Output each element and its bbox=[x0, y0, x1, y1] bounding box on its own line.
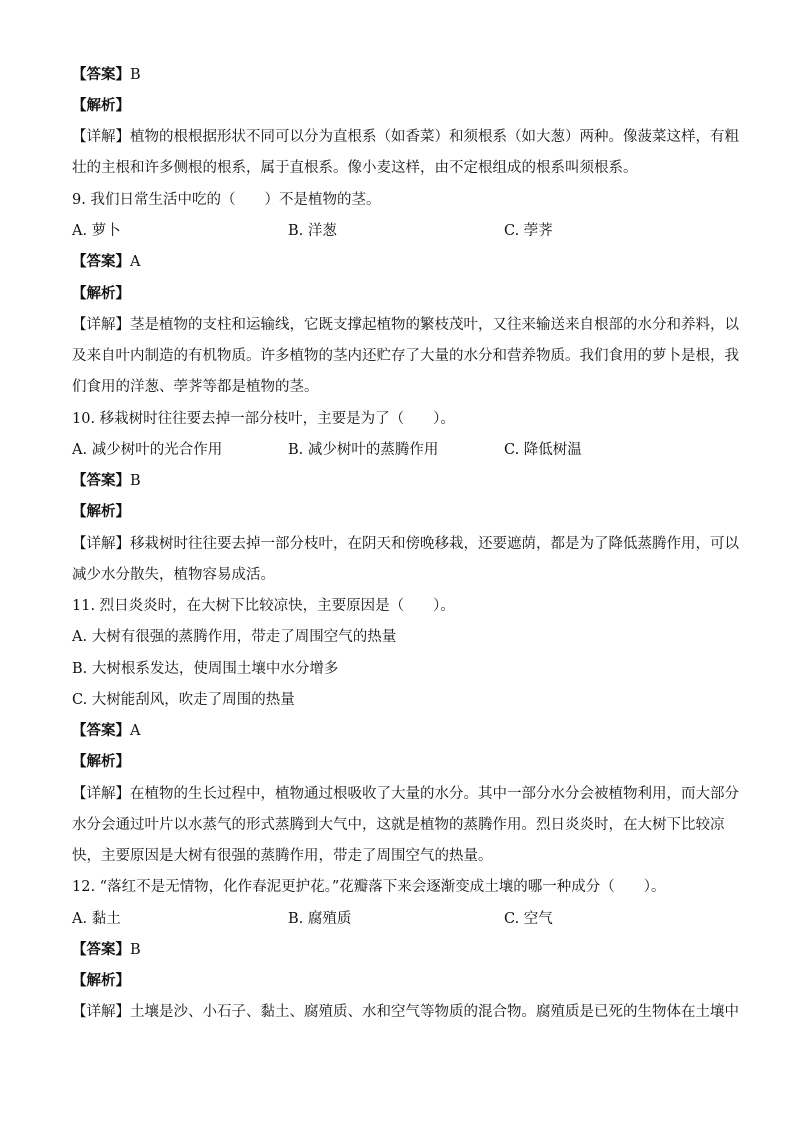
detail-line: 【详解】在植物的生长过程中，植物通过根吸收了大量的水分。其中一部分水分会被植物利用，而大部分 bbox=[72, 786, 739, 802]
option-b: B. 腐殖质 bbox=[288, 911, 352, 927]
analysis-label-11: 【解析】 bbox=[72, 753, 130, 770]
option-c: C. 空气 bbox=[504, 911, 553, 927]
answer-value: B bbox=[130, 942, 141, 958]
answer-value: A bbox=[130, 723, 141, 739]
answer-label: 【答案】 bbox=[72, 66, 130, 83]
analysis-label-9: 【解析】 bbox=[72, 285, 130, 302]
detail-line: 减少水分散失，植物容易成活。 bbox=[72, 567, 275, 583]
question-11: 11. 烈日炎炎时，在大树下比较凉快，主要原因是（ ）。 bbox=[72, 598, 455, 614]
option-c: C. 大树能刮风，吹走了周围的热量 bbox=[72, 692, 295, 708]
answer-line-9 bbox=[72, 253, 732, 271]
option-c: C. 荸荠 bbox=[504, 223, 553, 239]
answer-label: 【答案】 bbox=[72, 941, 130, 958]
analysis-label-8: 【解析】 bbox=[72, 97, 130, 114]
detail-line: 【详解】移栽树时往往要去掉一部分枝叶，在阴天和傍晚移栽，还要遮荫，都是为了降低蒸腾作用，可以 bbox=[72, 536, 739, 552]
detail-line: 及来自叶内制造的有机物质。许多植物的茎内还贮存了大量的水分和营养物质。我们食用的萝卜是根，我 bbox=[72, 348, 739, 364]
question-10: 10. 移栽树时往往要去掉一部分枝叶，主要是为了（ ）。 bbox=[72, 411, 455, 427]
detail-line: 【详解】茎是植物的支柱和运输线，它既支撑起植物的繁枝茂叶，又往来输送来自根部的水分和养料，以 bbox=[72, 317, 739, 333]
detail-line: 【详解】土壤是沙、小石子、黏土、腐殖质、水和空气等物质的混合物。腐殖质是已死的生物体在土壤中 bbox=[72, 1004, 739, 1020]
answer-label: 【答案】 bbox=[72, 253, 130, 270]
option-a: A. 萝卜 bbox=[72, 223, 121, 239]
detail-line: 【详解】植物的根根据形状不同可以分为直根系（如香菜）和须根系（如大葱）两种。像菠菜这样，有粗 bbox=[72, 129, 739, 145]
analysis-label-12: 【解析】 bbox=[72, 972, 130, 989]
option-a: A. 黏土 bbox=[72, 911, 121, 927]
answer-label: 【答案】 bbox=[72, 472, 130, 489]
answer-value: B bbox=[130, 67, 141, 83]
option-a: A. 减少树叶的光合作用 bbox=[72, 442, 223, 458]
detail-line: 壮的主根和许多侧根的根系，属于直根系。像小麦这样，由不定根组成的根系叫须根系。 bbox=[72, 160, 638, 176]
answer-value: B bbox=[130, 473, 141, 489]
answer-value: A bbox=[130, 254, 141, 270]
detail-line: 快，主要原因是大树有很强的蒸腾作用，带走了周围空气的热量。 bbox=[72, 848, 493, 864]
option-a: A. 大树有很强的蒸腾作用，带走了周围空气的热量 bbox=[72, 629, 397, 645]
analysis-label-10: 【解析】 bbox=[72, 503, 130, 520]
option-b: B. 减少树叶的蒸腾作用 bbox=[288, 442, 439, 458]
option-c: C. 降低树温 bbox=[504, 442, 582, 458]
option-b: B. 大树根系发达，使周围土壤中水分增多 bbox=[72, 661, 339, 677]
answer-line-12 bbox=[72, 941, 732, 959]
detail-line: 水分会通过叶片以水蒸气的形式蒸腾到大气中，这就是植物的蒸腾作用。烈日炎炎时，在大树下比较凉 bbox=[72, 817, 725, 833]
option-b: B. 洋葱 bbox=[288, 223, 337, 239]
answer-line-11 bbox=[72, 722, 732, 740]
answer-label: 【答案】 bbox=[72, 722, 130, 739]
question-9: 9. 我们日常生活中吃的（ ）不是植物的茎。 bbox=[72, 192, 381, 208]
answer-line-10 bbox=[72, 472, 732, 490]
question-12: 12. “落红不是无情物，化作春泥更护花。”花瓣落下来会逐渐变成土壤的哪一种成分（ ）。 bbox=[72, 879, 666, 895]
detail-line: 们食用的洋葱、荸荠等都是植物的茎。 bbox=[72, 379, 319, 395]
answer-line-8 bbox=[72, 66, 732, 84]
